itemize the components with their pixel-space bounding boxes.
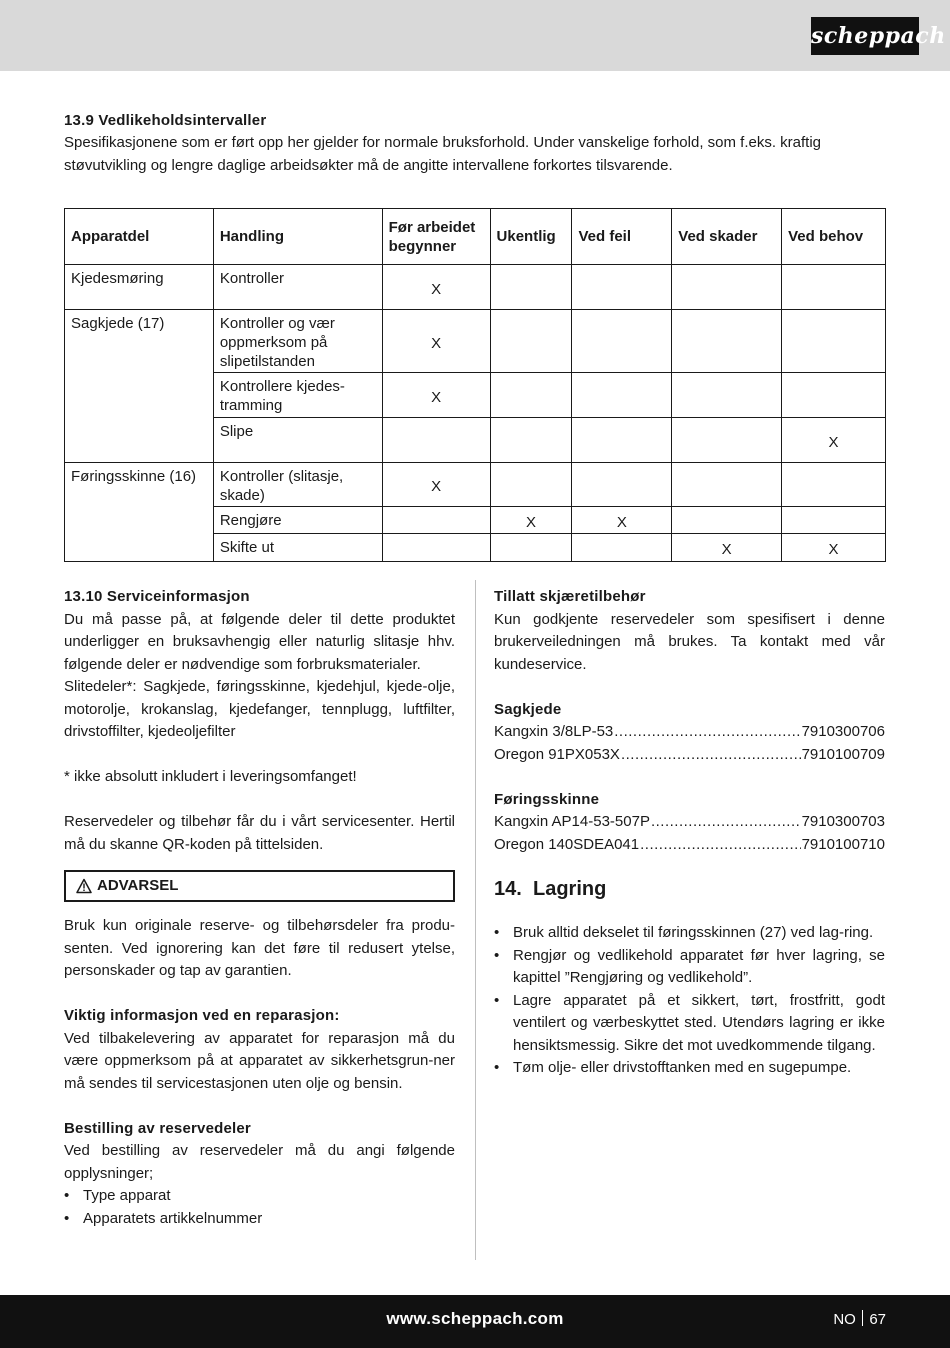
- mark-cell: [382, 418, 490, 463]
- mark-cell: [782, 463, 886, 507]
- mark-cell: [382, 507, 490, 534]
- mark-cell: [782, 310, 886, 373]
- maintenance-intro: [64, 110, 886, 177]
- part-cell: [65, 534, 214, 562]
- mark-cell: [782, 373, 886, 418]
- mark-cell: [672, 418, 782, 463]
- left-column: [64, 586, 455, 1230]
- part-cell: [65, 373, 214, 418]
- table-row: [65, 310, 886, 373]
- mark-cell: [672, 463, 782, 507]
- header-cell: Handling: [213, 209, 382, 265]
- service-heading: 13.10 Serviceinformasjon: [64, 588, 250, 605]
- mark-cell: [572, 310, 672, 373]
- list-item: • Lagre apparatet på et sikkert, tørt, frostfritt, godt ventilert og værbeskyttet sted. Utendørs lagring er ikke hensiktsmessig. Sikre det mot uvedkommende tilgang.: [494, 991, 885, 1054]
- mark-cell: [490, 310, 572, 373]
- part-cell: Føringsskinne (16): [65, 463, 214, 507]
- table-row: [65, 463, 886, 507]
- mark-cell: X: [782, 418, 886, 463]
- mark-cell: [782, 507, 886, 534]
- mark-cell: [490, 463, 572, 507]
- repair-text: Ved tilbakelevering av apparatet for reparasjon må du være oppmerksom på at apparatet av sikkerhetsgrun-ner må sendes til servicestasjonen uten olje og bensin.: [64, 1029, 455, 1092]
- table-row: [65, 265, 886, 310]
- table-header-row: [65, 209, 886, 265]
- part-cell: Sagkjede (17): [65, 310, 214, 373]
- mark-cell: X: [382, 310, 490, 373]
- part-number-row: Oregon 140SDEA041 ..... 7910100710: [494, 834, 885, 857]
- part-cell: Kjedesmøring: [65, 265, 214, 310]
- header-cell: Ved behov: [782, 209, 886, 265]
- action-cell: Slipe: [213, 418, 382, 463]
- maintenance-heading: 13.9 Vedlikeholdsintervaller: [64, 112, 267, 129]
- mark-cell: [672, 265, 782, 310]
- page-number-value: 67: [869, 1311, 886, 1328]
- mark-cell: X: [382, 463, 490, 507]
- order-heading: Bestilling av reservedeler: [64, 1119, 251, 1137]
- order-text: Ved bestilling av reservedeler må du angi følgende opplysninger;: [64, 1142, 455, 1182]
- mark-cell: [672, 310, 782, 373]
- part-number-row: Kangxin AP14-53-507P ..... 7910300703: [494, 811, 885, 834]
- warning-triangle-icon: [76, 878, 92, 894]
- table-row: [65, 534, 886, 562]
- mark-cell: X: [572, 507, 672, 534]
- mark-cell: [490, 418, 572, 463]
- mark-cell: [490, 373, 572, 418]
- mark-cell: [572, 265, 672, 310]
- delivery-note: * ikke absolutt inkludert i leveringsomfanget!: [64, 768, 357, 785]
- header-cell: Ukentlig: [490, 209, 572, 265]
- mark-cell: X: [382, 265, 490, 310]
- chain-heading: Sagkjede: [494, 700, 562, 718]
- part-cell: [65, 507, 214, 534]
- list-item: • Apparatets artikkelnummer: [64, 1209, 263, 1227]
- page-number: [833, 1309, 886, 1332]
- mark-cell: X: [672, 534, 782, 562]
- part-number-row: Kangxin 3/8LP-53 ..... 7910300706: [494, 721, 885, 744]
- table-row: [65, 373, 886, 418]
- intro-line-2: støvutvikling og lengre daglige arbeidsøkter må de angitte intervallene forkortes tilsvarende.: [64, 156, 673, 174]
- mark-cell: [672, 507, 782, 534]
- mark-cell: [572, 534, 672, 562]
- mark-cell: X: [490, 507, 572, 534]
- action-cell: Kontroller og vær oppmerksom på slipetilstanden: [213, 310, 382, 373]
- header-cell: Ved feil: [572, 209, 672, 265]
- intro-line-1: Spesifikasjonene som er ført opp her gjelder for normale bruksforhold. Under vanskelige forhold, som f.eks. kraftig: [64, 134, 822, 151]
- mark-cell: X: [382, 373, 490, 418]
- header-cell: Ved skader: [672, 209, 782, 265]
- mark-cell: [490, 534, 572, 562]
- action-cell: Kontroller: [213, 265, 382, 310]
- mark-cell: [572, 373, 672, 418]
- list-item: • Type apparat: [64, 1187, 171, 1204]
- list-item: • Rengjør og vedlikehold apparatet før hver lagring, se kapittel ”Rengjøring og vedlikehold”.: [494, 946, 885, 986]
- wear-parts-paragraph: Slitedeler*: Sagkjede, føringsskinne, kjedehjul, kjede-olje, motorolje, krokanslag, kjedefanger, tennplugg, luftfilter, drivstoffilter, kjedeoljefilter: [64, 678, 455, 740]
- repair-heading: Viktig informasjon ved en reparasjon:: [64, 1007, 340, 1024]
- part-cell: [65, 418, 214, 463]
- table-row: [65, 418, 886, 463]
- storage-list: [494, 922, 885, 1080]
- mark-cell: [572, 463, 672, 507]
- header-cell: Apparatdel: [65, 209, 214, 265]
- order-list: [64, 1185, 455, 1230]
- right-column: [494, 586, 885, 1080]
- action-cell: Rengjøre: [213, 507, 382, 534]
- warning-label: ADVARSEL: [97, 876, 179, 894]
- footer-bar: [0, 1295, 950, 1348]
- mark-cell: X: [782, 534, 886, 562]
- action-cell: Skifte ut: [213, 534, 382, 562]
- service-center-paragraph: Reservedeler og tilbehør får du i vårt servicesenter. Hertil må du skanne QR-koden på tittelsiden.: [64, 813, 455, 853]
- action-cell: Kontrollere kjedes-tramming: [213, 373, 382, 418]
- storage-heading: 14. Lagring: [494, 878, 607, 900]
- warning-text: Bruk kun originale reserve- og tilbehørsdeler fra produ-senten. Ved ignorering kan det føre til redusert ytelse, personskader og tap av garantien.: [64, 917, 455, 979]
- mark-cell: [382, 534, 490, 562]
- warning-box: [64, 870, 455, 902]
- website-link[interactable]: www.scheppach.com: [386, 1309, 564, 1328]
- header-cell: Før arbeidet begynner: [382, 209, 490, 265]
- list-item: • Tøm olje- eller drivstofftanken med en sugepumpe.: [494, 1059, 852, 1076]
- table-row: [65, 507, 886, 534]
- mark-cell: [572, 418, 672, 463]
- bar-heading: Føringsskinne: [494, 790, 600, 808]
- mark-cell: [782, 265, 886, 310]
- accessory-heading: Tillatt skjæretilbehør: [494, 588, 646, 605]
- accessory-text: Kun godkjente reservedeler som spesifisert i denne brukerveiledningen må brukes. Ta kontakt med vår kundeservice.: [494, 610, 885, 673]
- mark-cell: [672, 373, 782, 418]
- column-divider: [475, 580, 476, 1260]
- list-item: • Bruk alltid dekselet til føringsskinnen (27) ved lag-ring.: [494, 924, 874, 941]
- action-cell: Kontroller (slitasje, skade): [213, 463, 382, 507]
- part-number-row: Oregon 91PX053X ..... 7910100709: [494, 744, 885, 767]
- language-code: NO: [833, 1311, 856, 1328]
- service-paragraph: Du må passe på, at følgende deler til dette produktet underligger en bruksavhengig eller naturlig slitasje hhv. følgende deler er nødvendige som forbruksmaterialer.: [64, 610, 455, 673]
- mark-cell: [490, 265, 572, 310]
- maintenance-table: [64, 208, 886, 562]
- header-bar: [0, 0, 950, 71]
- scheppach-logo: scheppach: [811, 17, 919, 55]
